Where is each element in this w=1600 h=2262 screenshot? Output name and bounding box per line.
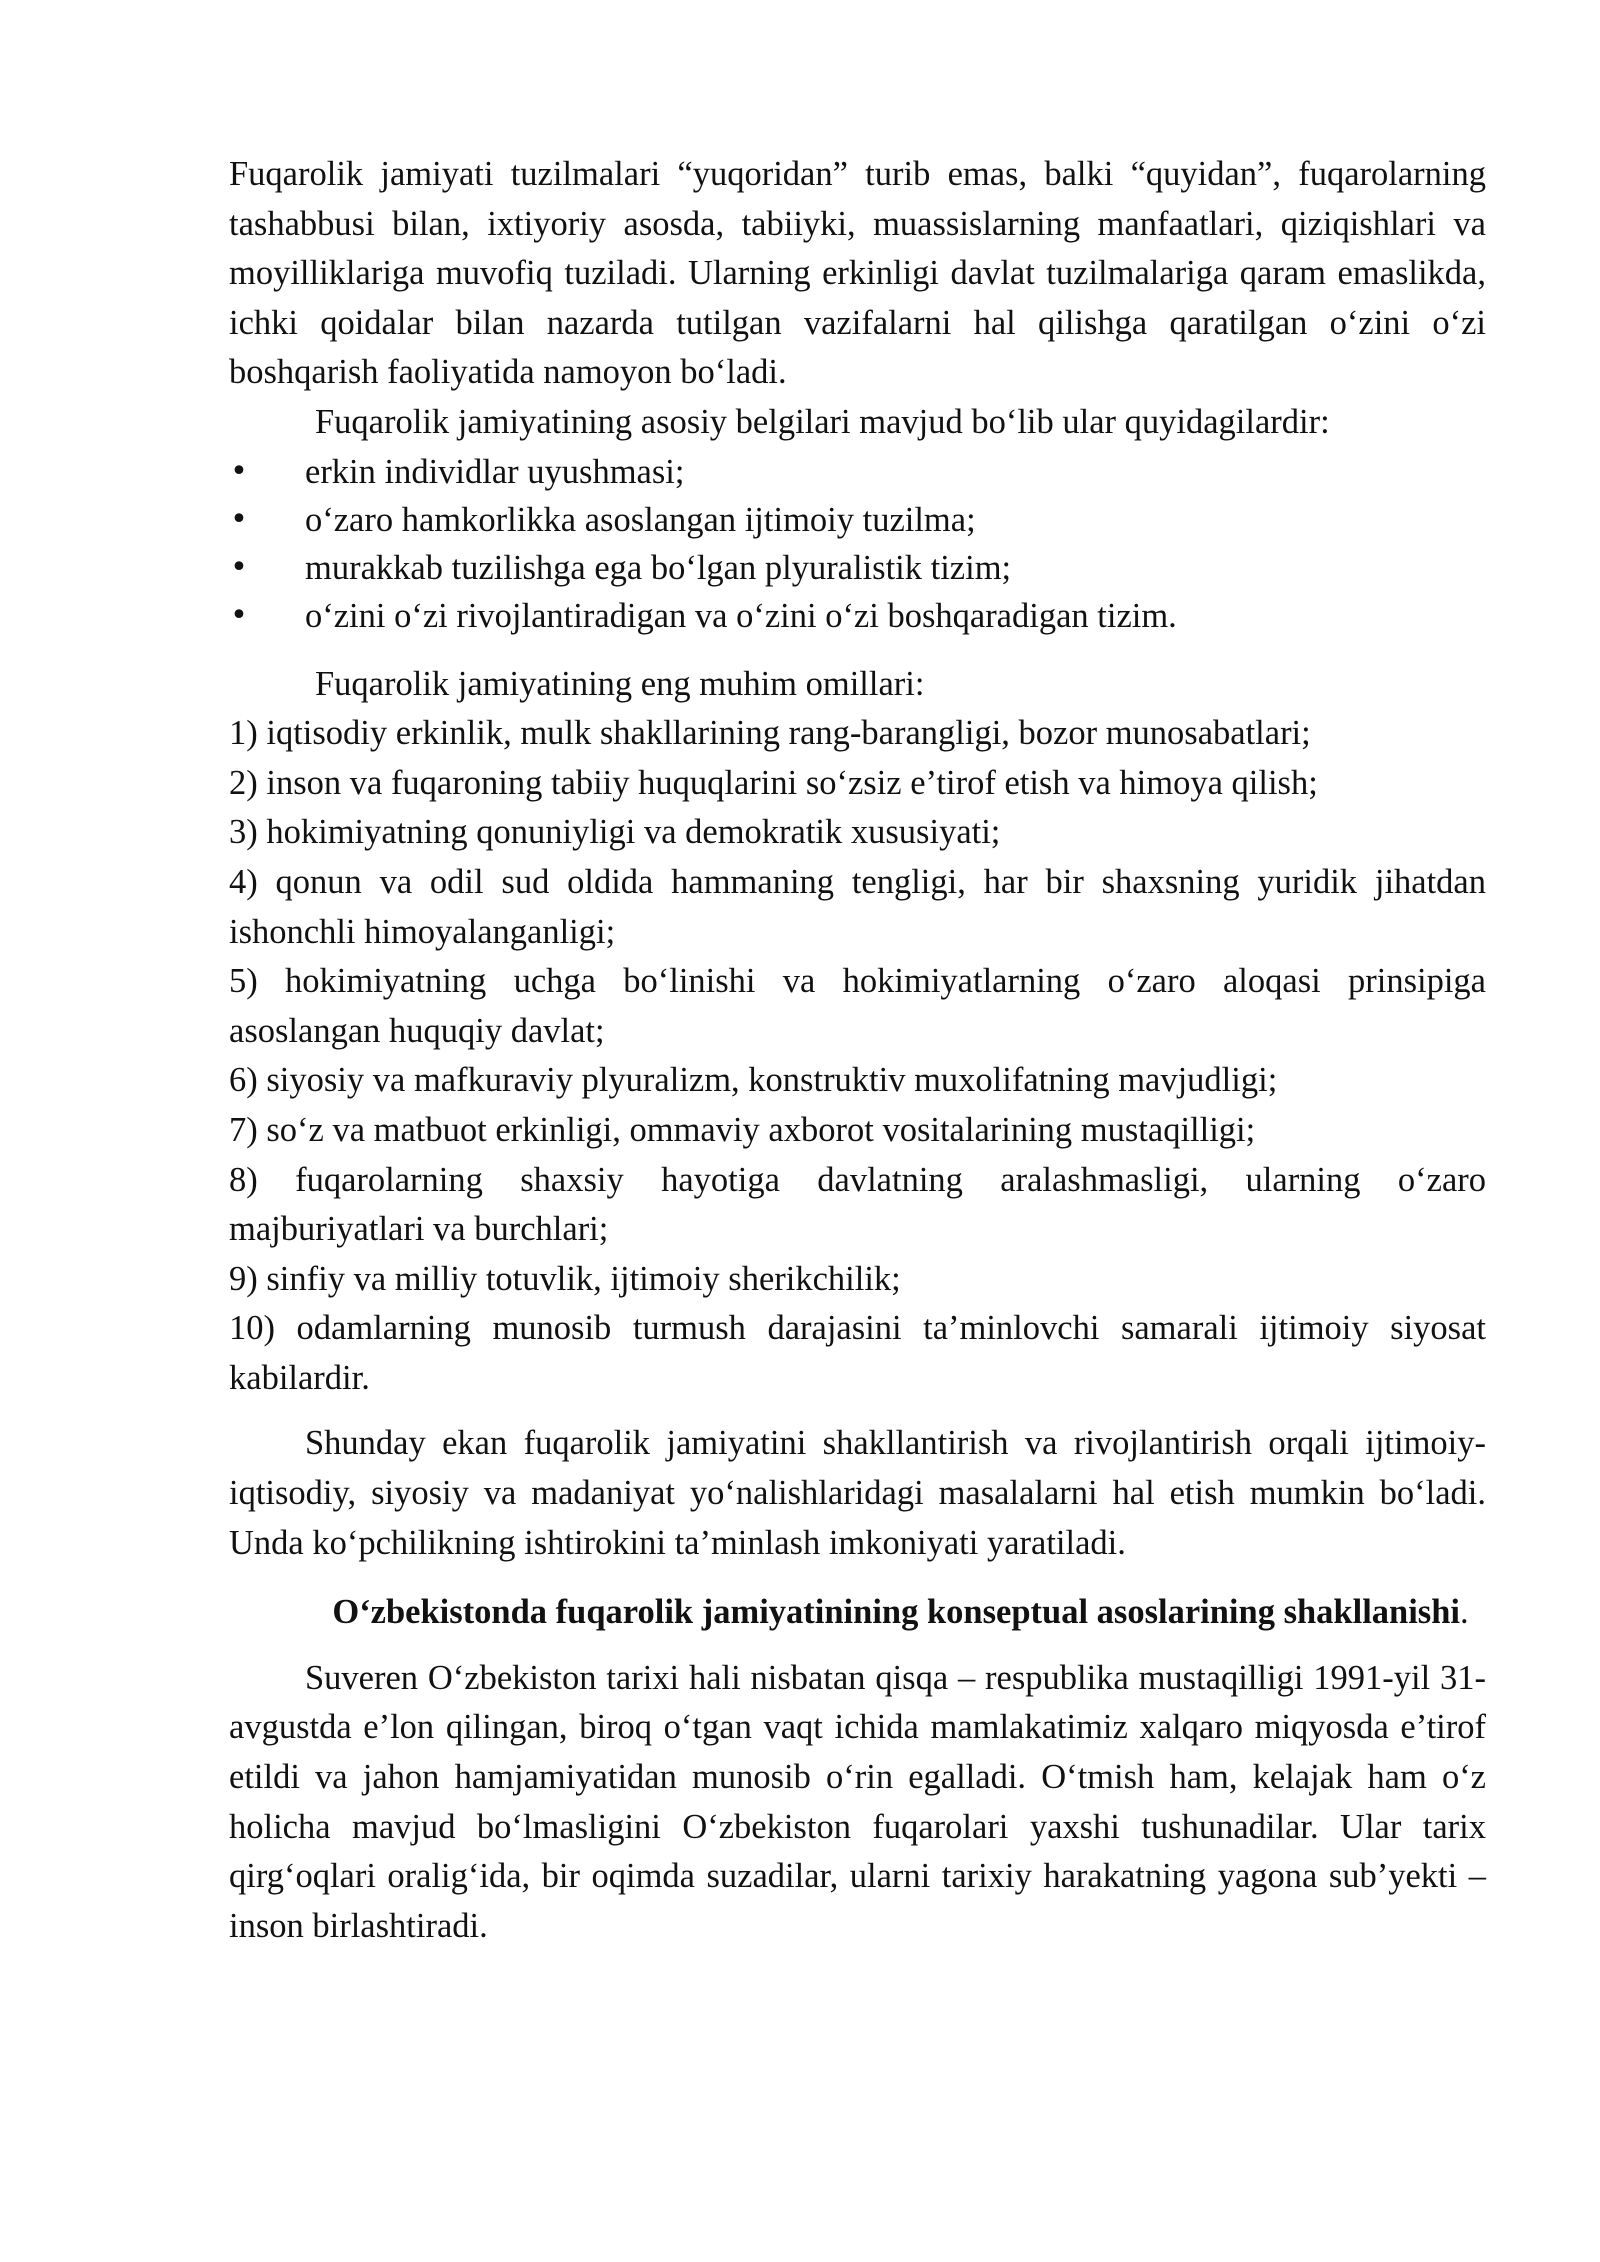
signs-bullet-list — [229, 448, 1486, 640]
list-item-text: o‘zaro hamkorlikka asoslangan ijtimoiy tuzilma; — [305, 500, 976, 539]
section-heading-period: . — [1460, 1593, 1469, 1632]
list-item: 8) fuqarolarning shaxsiy hayotiga davlatning aralashmasligi, ularning o‘zaro majburiyatlari va burchlari; — [229, 1160, 1486, 1249]
list-item: 7) so‘z va matbuot erkinligi, ommaviy axborot vositalarining mustaqilligi; — [229, 1110, 1256, 1149]
list-item — [229, 496, 1486, 544]
section-heading-text: O‘zbekistonda fuqarolik jamiyatinining konseptual asoslarining shakllanishi — [332, 1593, 1461, 1632]
list-item: 1) iqtisodiy erkinlik, mulk shakllarining rang-barangligi, bozor munosabatlari; — [229, 714, 1311, 753]
list-item-text: murakkab tuzilishga ega bo‘lgan plyuralistik tizim; — [305, 548, 1012, 587]
list-item: 9) sinfiy va milliy totuvlik, ijtimoiy sherikchilik; — [229, 1259, 901, 1298]
list-item: 3) hokimiyatning qonuniyligi va demokratik xususiyati; — [229, 813, 1001, 852]
factors-lead-text: Fuqarolik jamiyatining eng muhim omillari: — [315, 664, 925, 703]
list-item-text: erkin individlar uyushmasi; — [305, 452, 685, 491]
signs-lead-text: Fuqarolik jamiyatining asosiy belgilari mavjud bo‘lib ular quyidagilardir: — [315, 402, 1330, 441]
list-item: 4) qonun va odil sud oldida hammaning tengligi, har bir shaxsning yuridik jihatdan ishonchli himoyalanganligi; — [229, 862, 1486, 951]
paragraph-intro: Fuqarolik jamiyati tuzilmalari “yuqoridan” turib emas, balki “quyidan”, fuqarolarning tashabbusi bilan, ixtiyoriy asosda, tabiiyki, muassislarning manfaatlari, qiziqishlari va moyilliklariga muvofiq tuziladi. Ularning erkinligi davlat tuzilmalariga qaram emaslikda, ichki qoidalar bilan nazarda tutilgan vazifalarni hal qilishga qaratilgan o‘zini o‘zi boshqarish faoliyatida namoyon bo‘ladi. — [229, 155, 1486, 392]
paragraph-conclusion: Shunday ekan fuqarolik jamiyatini shakllantirish va rivojlantirish orqali ijtimoiy-iqtisodiy, siyosiy va madaniyat yo‘nalishlaridagi masalalarni hal etish mumkin bo‘ladi. Unda ko‘pchilikning ishtirokini ta’minlash imkoniyati yaratiladi. — [229, 1424, 1486, 1562]
list-item: 6) siyosiy va mafkuraviy plyuralizm, konstruktiv muxolifatning mavjudligi; — [229, 1061, 1278, 1100]
list-item-text: o‘zini o‘zi rivojlantiradigan va o‘zini o‘zi boshqaradigan tizim. — [305, 596, 1177, 635]
list-item — [229, 448, 1486, 496]
section-heading — [229, 1588, 1486, 1638]
list-item — [229, 592, 1486, 640]
list-item: 2) inson va fuqaroning tabiiy huquqlarini so‘zsiz e’tirof etish va himoya qilish; — [229, 763, 1318, 802]
bullet-icon: • — [230, 501, 248, 537]
document-page — [229, 150, 1486, 1951]
bullet-icon: • — [230, 549, 248, 585]
list-item — [229, 544, 1486, 592]
paragraph-history: Suveren O‘zbekiston tarixi hali nisbatan qisqa – respublika mustaqilligi 1991-yil 31-avgustda e’lon qilingan, biroq o‘tgan vaqt ichida mamlakatimiz xalqaro miqyosda e’tirof etildi va jahon hamjamiyatidan munosib o‘rin egalladi. O‘tmish ham, kelajak ham o‘z holicha mavjud bo‘lmasligini O‘zbekiston fuqarolari yaxshi tushunadilar. Ular tarix qirg‘oqlari oralig‘ida, bir oqimda suzadilar, ularni tarixiy harakatning yagona sub’yekti – inson birlashtiradi. — [229, 1658, 1486, 1945]
factors-numbered-list — [229, 709, 1486, 1403]
list-item: 5) hokimiyatning uchga bo‘linishi va hokimiyatlarning o‘zaro aloqasi prinsipiga asoslangan huquqiy davlat; — [229, 962, 1486, 1050]
list-item: 10) odamlarning munosib turmush darajasini ta’minlovchi samarali ijtimoiy siyosat kabilardir. — [229, 1309, 1486, 1397]
bullet-icon: • — [230, 597, 248, 633]
bullet-icon: • — [230, 453, 248, 489]
